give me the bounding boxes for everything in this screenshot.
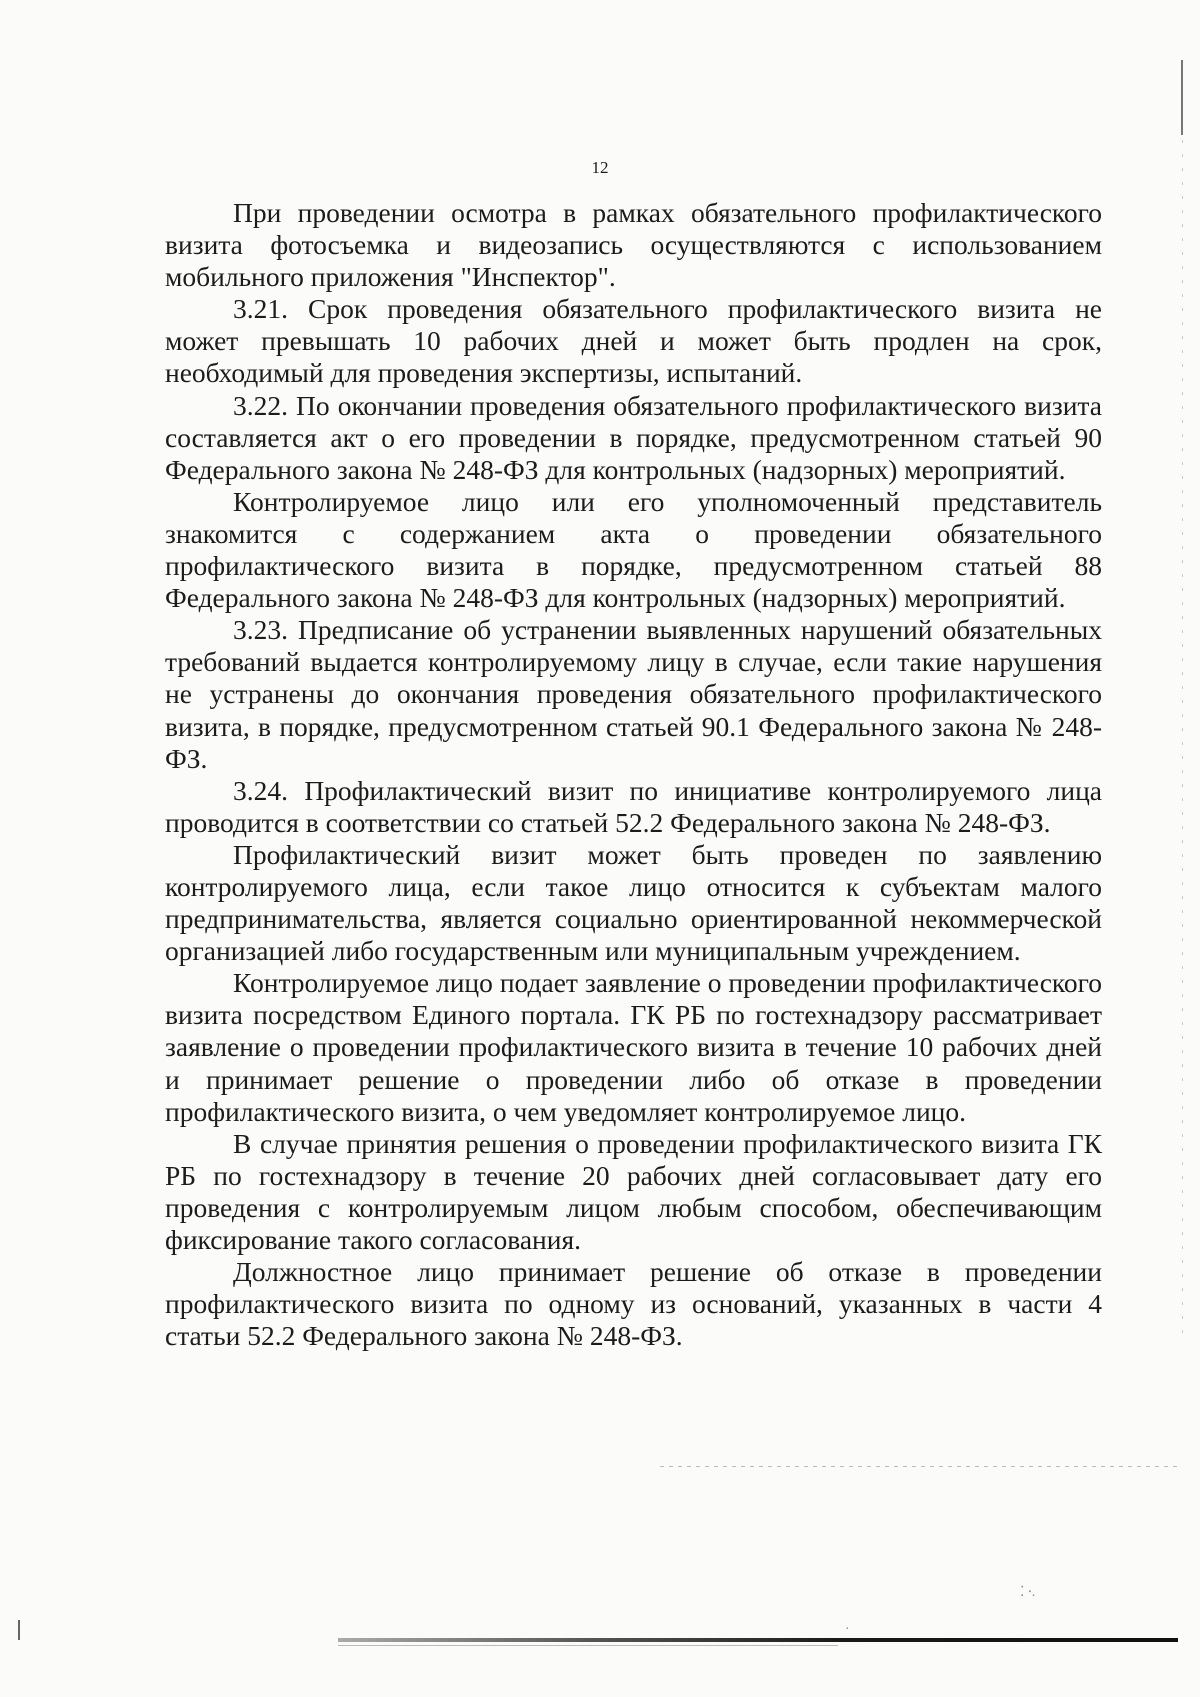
paragraph: 3.22. По окончании проведения обязательного профилактического визита составляется акт о его проведении в порядке, предусмотренном статьей 90 Федерального закона № 248-ФЗ для контрольных (надзорных) мероприятий. <box>165 389 1102 485</box>
scan-speck: · <box>845 1622 850 1637</box>
scan-speck: ⁚ ⸱. <box>1020 1585 1036 1600</box>
paragraph: Профилактический визит может быть проведен по заявлению контролируемого лица, если такое лицо относится к субъектам малого предпринимательства, является социально ориентированной некоммерческой организацией либо государственным или муниципальным учреждением. <box>165 838 1102 967</box>
paragraph: В случае принятия решения о проведении профилактического визита ГК РБ по гостехнадзору в течение 20 рабочих дней согласовывает дату его проведения с контролируемым лицом любым способом, обеспечивающим фиксирование такого согласования. <box>165 1127 1102 1255</box>
paragraph: 3.21. Срок проведения обязательного профилактического визита не может превышать 10 рабочих дней и может быть продлен на срок, необходимый для проведения экспертизы, испытаний. <box>165 293 1102 389</box>
body-text <box>165 197 1102 1352</box>
paragraph: Должностное лицо принимает решение об отказе в проведении профилактического визита по одному из оснований, указанных в части 4 статьи 52.2 Федерального закона № 248-ФЗ. <box>165 1256 1102 1352</box>
paragraph: Контролируемое лицо подает заявление о проведении профилактического визита посредством Единого портала. ГК РБ по гостехнадзору рассматривает заявление о проведении профилактического визита в течение 10 рабочих дней и принимает решение о проведении либо об отказе в проведении профилактического визита, о чем уведомляет контролируемое лицо. <box>165 967 1102 1127</box>
paragraph: 3.24. Профилактический визит по инициативе контролируемого лица проводится в соответствии со статьей 52.2 Федерального закона № 248-ФЗ. <box>165 774 1102 838</box>
bottom-rule <box>338 1638 1178 1642</box>
scan-edge-line <box>1181 60 1183 135</box>
page-number: 12 <box>591 158 609 177</box>
paragraph: При проведении осмотра в рамках обязательного профилактического визита фотосъемка и видеозапись осуществляются с использованием мобильного приложения "Инспектор". <box>165 197 1102 293</box>
paragraph: Контролируемое лицо или его уполномоченный представитель знакомится с содержанием акта о проведении обязательного профилактического визита в порядке, предусмотренном статьей 88 Федерального закона № 248-ФЗ для контрольных (надзорных) мероприятий. <box>165 485 1102 614</box>
scan-edge-mark <box>18 1620 20 1640</box>
scan-edge-dots <box>1182 140 1183 1340</box>
bottom-rule-shadow <box>338 1645 838 1646</box>
paragraph: 3.23. Предписание об устранении выявленных нарушений обязательных требований выдается контролируемому лицу в случае, если такие нарушения не устранены до окончания проведения обязательного профилактического визита, в порядке, предусмотренном статьей 90.1 Федерального закона № 248-ФЗ. <box>165 614 1102 774</box>
scan-artifact-dashes <box>660 1466 1180 1467</box>
